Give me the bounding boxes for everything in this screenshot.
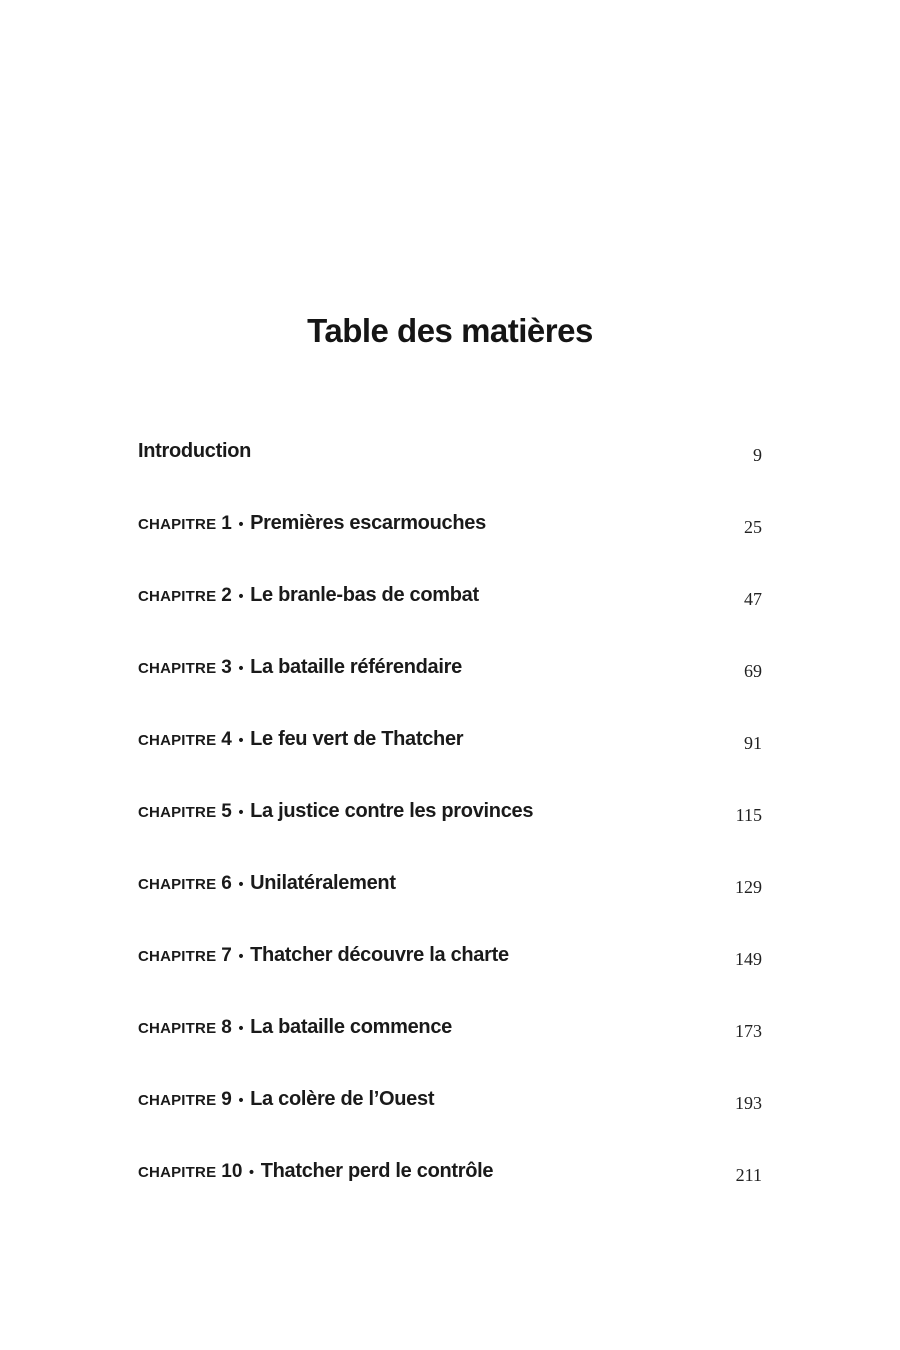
chapter-number: 8: [221, 1017, 232, 1038]
entry-title: Thatcher découvre la charte: [250, 944, 509, 966]
chapter-number: 4: [221, 729, 232, 750]
toc-entry-chapter-1[interactable]: [138, 512, 762, 584]
chapter-number: 2: [221, 585, 232, 606]
toc-entry-chapter-2[interactable]: [138, 584, 762, 656]
bullet-separator: •: [236, 949, 246, 965]
chapter-label: CHAPITRE: [138, 732, 217, 749]
page-number: 211: [735, 1165, 762, 1185]
toc-entry-chapter-8[interactable]: [138, 1016, 762, 1088]
toc-entry-chapter-9[interactable]: [138, 1088, 762, 1160]
entry-left: [138, 440, 251, 463]
entry-title: Le feu vert de Thatcher: [250, 728, 464, 750]
page-number: 47: [744, 589, 762, 609]
entry-title: La bataille référendaire: [250, 656, 462, 678]
toc-entry-introduction[interactable]: [138, 440, 762, 512]
chapter-number: 10: [221, 1161, 243, 1182]
entry-left: [138, 800, 533, 823]
bullet-separator: •: [236, 877, 246, 893]
page-number: 129: [735, 877, 762, 897]
chapter-number: 6: [221, 873, 232, 894]
toc-entry-chapter-4[interactable]: [138, 728, 762, 800]
page-number: 25: [744, 517, 762, 537]
chapter-number: 5: [221, 801, 232, 822]
bullet-separator: •: [236, 661, 246, 677]
entry-title: Unilatéralement: [250, 872, 396, 894]
bullet-separator: •: [236, 1021, 246, 1037]
chapter-label: CHAPITRE: [138, 1020, 217, 1037]
bullet-separator: •: [236, 1093, 246, 1109]
bullet-separator: •: [247, 1165, 256, 1181]
entry-left: [138, 656, 462, 679]
toc-entry-chapter-7[interactable]: [138, 944, 762, 1016]
chapter-label: CHAPITRE: [138, 660, 217, 677]
chapter-label: CHAPITRE: [138, 588, 217, 605]
chapter-label: CHAPITRE: [138, 804, 217, 821]
chapter-number: 7: [221, 945, 232, 966]
entry-title: La justice contre les provinces: [250, 800, 534, 822]
entry-title: Thatcher perd le contrôle: [260, 1160, 494, 1182]
entry-left: [138, 1160, 493, 1183]
toc-entry-chapter-10[interactable]: [138, 1160, 762, 1232]
chapter-number: 3: [221, 657, 232, 678]
page-number: 149: [735, 949, 762, 969]
page-number: 91: [744, 733, 762, 753]
bullet-separator: •: [236, 733, 246, 749]
entry-left: [138, 1088, 434, 1111]
entry-left: [138, 512, 486, 535]
entry-left: [138, 944, 509, 967]
entry-title: Premières escarmouches: [250, 512, 486, 534]
toc-entry-chapter-3[interactable]: [138, 656, 762, 728]
entry-title: La colère de l’Ouest: [250, 1088, 435, 1110]
chapter-label: CHAPITRE: [138, 876, 217, 893]
chapter-label: CHAPITRE: [138, 516, 217, 533]
toc-entry-chapter-5[interactable]: [138, 800, 762, 872]
chapter-number: 1: [221, 513, 232, 534]
bullet-separator: •: [236, 517, 246, 533]
entry-left: [138, 728, 463, 751]
bullet-separator: •: [236, 805, 246, 821]
chapter-label: CHAPITRE: [138, 948, 217, 965]
toc-entry-chapter-6[interactable]: [138, 872, 762, 944]
chapter-label: CHAPITRE: [138, 1164, 217, 1181]
toc-list: [138, 440, 762, 1232]
page-number: 9: [753, 445, 762, 465]
bullet-separator: •: [236, 589, 246, 605]
page-number: 115: [735, 805, 762, 825]
entry-title: La bataille commence: [250, 1016, 452, 1038]
entry-title: Introduction: [138, 440, 252, 462]
page-title: Table des matières: [307, 312, 593, 349]
entry-left: [138, 872, 396, 895]
chapter-number: 9: [221, 1089, 232, 1110]
entry-left: [138, 1016, 452, 1039]
page-number: 173: [735, 1021, 762, 1041]
entry-title: Le branle-bas de combat: [250, 584, 479, 606]
page-number: 69: [744, 661, 762, 681]
chapter-label: CHAPITRE: [138, 1092, 217, 1109]
entry-left: [138, 584, 479, 607]
page-number: 193: [735, 1093, 762, 1113]
